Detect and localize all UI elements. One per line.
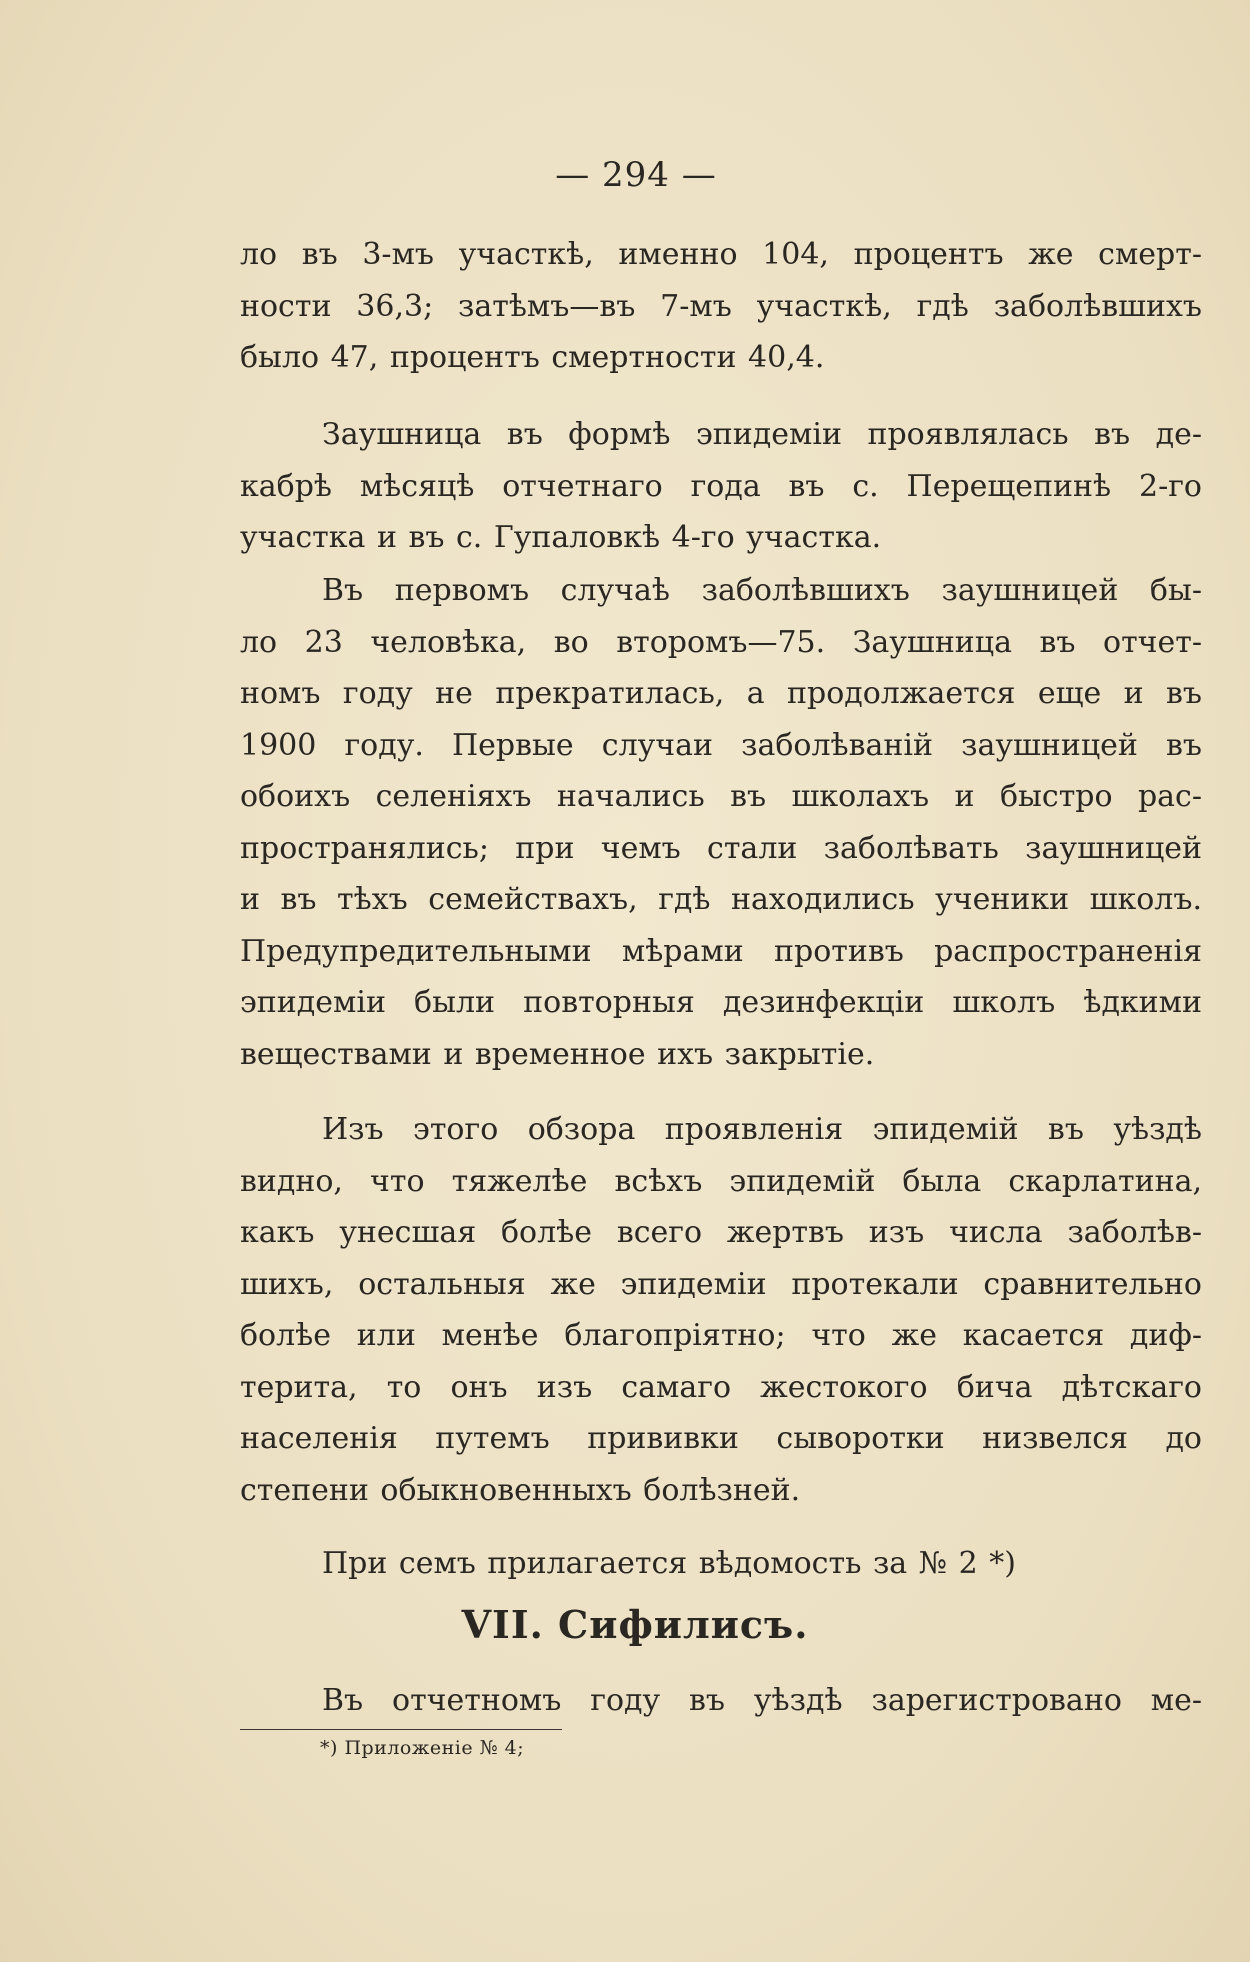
text-line: какъ унесшая болѣе всего жертвъ изъ числа заболѣв- (240, 1215, 1202, 1250)
text-line: ности 36,3; затѣмъ—въ 7-мъ участкѣ, гдѣ заболѣвшихъ (240, 288, 1202, 324)
text-line: Изъ этого обзора проявленія эпидемій въ уѣздѣ (322, 1112, 1202, 1147)
text-line: ло 23 человѣка, во второмъ—75. Заушница въ отчет- (240, 624, 1202, 660)
text-line: кабрѣ мѣсяцѣ отчетнаго года въ с. Перещепинѣ 2-го (240, 468, 1202, 504)
text-line: обоихъ селеніяхъ начались въ школахъ и быстро рас- (240, 779, 1202, 814)
paragraph-3 (240, 565, 1202, 1080)
text-line: эпидеміи были повторныя дезинфекціи школъ ѣдкими (240, 985, 1202, 1020)
text-line: ло въ 3-мъ участкѣ, именно 104, процентъ же смерт- (240, 237, 1202, 272)
text-line: пространялись; при чемъ стали заболѣвать заушницей (240, 830, 1202, 866)
text-line: Въ первомъ случаѣ заболѣвшихъ заушницей бы- (322, 573, 1202, 608)
text-line: населенія путемъ прививки сыворотки низвелся до (240, 1421, 1202, 1456)
text-line: При семъ прилагается вѣдомость за № 2 *) (322, 1546, 1016, 1581)
paragraph-4 (240, 1104, 1202, 1516)
text-line: участка и въ с. Гупаловкѣ 4-го участка. (240, 520, 882, 555)
section-heading: VII. Сифилисъ. (461, 1602, 809, 1647)
page-number: — 294 — (555, 155, 717, 195)
text-line: было 47, процентъ смертности 40,4. (240, 340, 825, 375)
text-line: номъ году не прекратилась, а продолжается еще и въ (240, 676, 1202, 711)
footnote: *) Приложеніе № 4; (320, 1737, 525, 1759)
text-line: терита, то онъ изъ самаго жестокого бича дѣтскаго (240, 1369, 1202, 1405)
text-line: степени обыкновенныхъ болѣзней. (240, 1472, 801, 1508)
text-line: веществами и временное ихъ закрытіе. (240, 1036, 875, 1072)
paragraph-6 (240, 1675, 1202, 1727)
text-line: Заушница въ формѣ эпидеміи проявлялась въ де- (322, 417, 1202, 452)
paragraph-1 (240, 229, 1202, 384)
text-line: 1900 году. Первые случаи заболѣваній заушницей въ (240, 727, 1202, 763)
paragraph-5 (240, 1538, 1202, 1590)
text-line: шихъ, остальныя же эпидеміи протекали сравнительно (240, 1266, 1202, 1302)
text-line: Въ отчетномъ году въ уѣздѣ зарегистровано ме- (322, 1683, 1202, 1718)
footnote-divider (240, 1729, 562, 1730)
text-line: болѣе или менѣе благопріятно; что же касается диф- (240, 1318, 1202, 1353)
text-line: и въ тѣхъ семействахъ, гдѣ находились ученики школъ. (240, 882, 1202, 917)
text-line: Предупредительными мѣрами противъ распространенія (240, 933, 1202, 969)
text-line: видно, что тяжелѣе всѣхъ эпидемій была скарлатина, (240, 1163, 1202, 1199)
paragraph-2 (240, 409, 1202, 564)
